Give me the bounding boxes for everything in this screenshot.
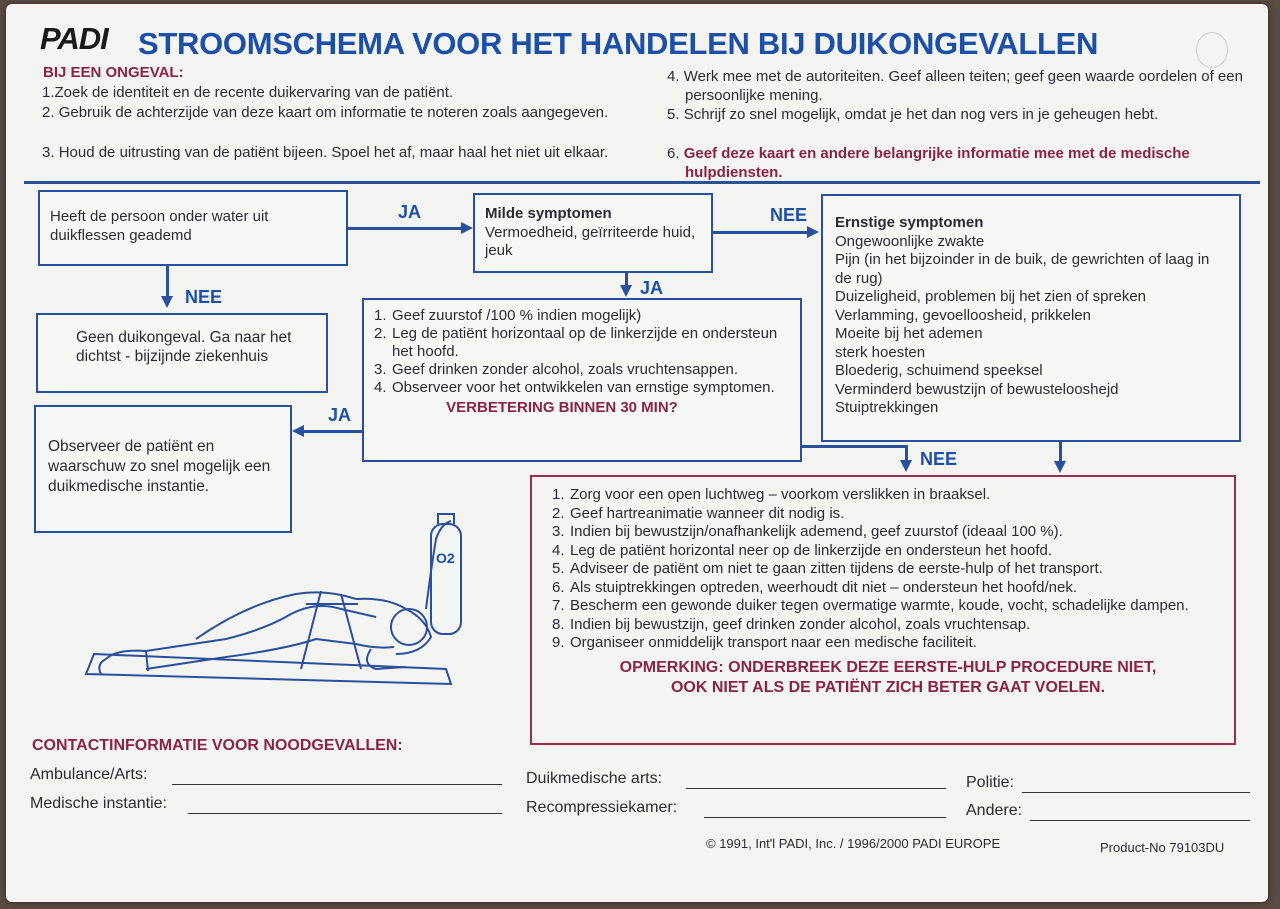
arrow-nee-1-head [807, 226, 819, 238]
mild-step-item: 1. Geef zuurstof /100 % indien mogelijk) [374, 307, 642, 324]
mild-steps-box [362, 298, 802, 462]
dive-doctor-label: Duikmedische arts: [526, 770, 663, 787]
arrow-ja-1 [348, 227, 463, 230]
arrow-nee-1 [713, 231, 809, 234]
intro-heading: BIJ EEN ONGEVAL: [43, 64, 184, 81]
label-ja-2: JA [640, 278, 664, 298]
strap-2 [341, 594, 361, 669]
oxygen-label: O2 [436, 550, 455, 566]
dive-doctor-field[interactable] [686, 788, 946, 789]
intro-item-4: 4. Werk mee met de autoriteiten. Geef alleen teiten; geef geen waarde oordelen of een persoonlijke mening. [667, 68, 1243, 104]
other-field[interactable] [1030, 820, 1250, 821]
severe-steps-list [552, 486, 1224, 653]
chamber-label: Recompressiekamer: [526, 799, 678, 816]
severe-step-item: 6. Als stuiptrekkingen optreden, weerhoudt dit niet – ondersteun het hoofd/nek. [552, 578, 1078, 596]
mild-step-item: 2. Leg de patiënt horizontaal op de linkerzijde en ondersteun het hoofd. [374, 325, 778, 360]
severe-symptoms-box: Ernstige symptomen Ongewoonlijke zwakte Pijn (in het bijzoinder in de buik, de gewrichten of laag in de rug) Duizeligheid, problemen bij het zien of spreken Verlamming, gevoelloosheid, prikkelen Moeite bij het ademen sterk hoesten Bloederig, schuimend speeksel Verminderd bewustzijn of bewustelooshejd Stuiptrekkingen [821, 194, 1241, 442]
severe-symptom-item: sterk hoesten [835, 343, 926, 361]
severe-symptom-item: Moeite bij het ademen [835, 325, 983, 342]
header-divider [24, 181, 1260, 184]
arrow-ja-1-head [461, 222, 473, 234]
mild-steps-list [374, 307, 790, 397]
page-title: STROOMSCHEMA VOOR HET HANDELEN BIJ DUIKONGEVALLEN [138, 26, 1099, 61]
police-label: Politie: [966, 774, 1015, 791]
improvement-question: VERBETERING BINNEN 30 MIN? [446, 399, 678, 416]
arrow-ja-3-head [292, 425, 304, 437]
strap-1 [301, 591, 321, 669]
mild-symptoms-box: Milde symptomen Vermoedheid, geïrriteerde huid, jeuk [473, 193, 713, 273]
arrow-nee-3-head [900, 460, 912, 472]
arrow-nee-3-down [905, 445, 908, 461]
arrow-severe-down [1059, 442, 1062, 462]
observe-box: Observeer de patiënt en waarschuw zo snel mogelijk een duikmedische instantie. [34, 405, 292, 533]
severe-symptom-item: Bloederig, schuimend speeksel [835, 362, 1043, 379]
contact-heading: CONTACTINFORMATIE VOOR NOODGEVALLEN: [32, 737, 403, 754]
severe-step-item: 5. Adviseer de patiënt om niet te gaan zitten tijdens de eerste-hulp of het transport. [552, 560, 1103, 577]
severe-symptom-item: Verminderd bewustzijn of bewustelooshejd [835, 380, 1119, 398]
severe-steps-box [530, 475, 1236, 745]
copyright: © 1991, Int'l PADI, Inc. / 1996/2000 PADI EUROPE [706, 836, 1001, 851]
ambulance-field[interactable] [172, 784, 502, 785]
intro-item-3: 3. Houd de uitrusting van de patiënt bijeen. Spoel het af, maar haal het niet uit elkaar. [42, 144, 609, 161]
severe-symptom-item: Ongewoonlijke zwakte [835, 232, 985, 250]
severe-symptom-item: Verlamming, gevoelloosheid, prikkelen [835, 306, 1091, 324]
mild-step-item: 3. Geef drinken zonder alcohol, zoals vruchtensappen. [374, 361, 739, 378]
label-nee-2: NEE [185, 287, 223, 307]
emergency-card [6, 4, 1268, 902]
ambulance-label: Ambulance/Arts: [30, 766, 148, 783]
start-question-box: Heeft de persoon onder water uit duikflessen geademd [38, 190, 348, 266]
label-nee-3: NEE [920, 449, 958, 469]
severe-symptom-item: Stuiptrekkingen [835, 399, 939, 416]
label-ja-3: JA [328, 405, 352, 425]
severe-step-item: 2. Geef hartreanimatie wanneer dit nodig is. [552, 504, 845, 522]
label-ja-1: JA [398, 202, 422, 222]
arrow-nee-2-head [161, 296, 173, 308]
other-label: Andere: [966, 802, 1023, 819]
note: OPMERKING: ONDERBREEK DEZE EERSTE-HULP PROCEDURE NIET, OOK NIET ALS DE PATIËNT ZICH BETER GAAT VOELEN. [619, 658, 1157, 696]
mild-step-item: 4. Observeer voor het ontwikkelen van ernstige symptomen. [374, 379, 775, 396]
severe-step-item: 9. Organiseer onmiddelijk transport naar een medische faciliteit. [552, 634, 977, 651]
intro-item-2: 2. Gebruik de achterzijde van deze kaart om informatie te noteren zoals aangegeven. [42, 104, 609, 121]
arrow-ja-3 [304, 430, 362, 433]
police-field[interactable] [1022, 792, 1250, 793]
severe-step-item: 7. Bescherm een gewonde duiker tegen overmatige warmte, koude, vocht, schadelijke dampen. [552, 597, 1189, 614]
recovery-position-illustration [76, 509, 466, 689]
intro-item-6: 6. Geef deze kaart en andere belangrijke informatie mee met de medische hulpdiensten. [667, 145, 1190, 181]
chamber-field[interactable] [704, 817, 946, 818]
punch-hole [1196, 32, 1228, 68]
label-nee-1: NEE [770, 205, 808, 225]
intro-item-5: 5. Schrijf zo snel mogelijk, omdat je het dan nog vers in je geheugen hebt. [667, 106, 1159, 123]
institution-field[interactable] [188, 813, 502, 814]
padi-logo: PADI [40, 21, 108, 56]
severe-step-item: 8. Indien bij bewustzijn, geef drinken zonder alcohol, zoals vruchtensap. [552, 615, 1031, 633]
arrow-severe-down-head [1054, 461, 1066, 473]
severe-step-item: 3. Indien bij bewustzijn/onafhankelijk ademend, geef zuurstof (ideaal 100 %). [552, 523, 1063, 540]
arrow-nee-2 [166, 266, 169, 296]
severe-symptom-item: Duizeligheid, problemen bij het zien of spreken [835, 288, 1147, 305]
arrow-ja-2 [625, 273, 628, 285]
product-number: Product-No 79103DU [1100, 840, 1225, 855]
arrow-nee-3 [802, 445, 908, 448]
severe-symptom-item: Pijn (in het bijzoinder in de buik, de gewrichten of laag in de rug) [835, 251, 1210, 287]
no-accident-box: Geen duikongeval. Ga naar het dichtst - bijzijnde ziekenhuis [36, 313, 328, 393]
institution-label: Medische instantie: [30, 795, 167, 812]
severe-step-item: 4. Leg de patiënt horizontal neer op de linkerzijde en ondersteun het hoofd. [552, 541, 1053, 559]
intro-item-1: 1.Zoek de identiteit en de recente duikervaring van de patiënt. [42, 84, 454, 101]
mat [86, 654, 451, 684]
arrow-ja-2-head [620, 285, 632, 297]
severe-symptoms-list [835, 233, 1227, 418]
severe-step-item: 1. Zorg voor een open luchtweg – voorkom verslikken in braaksel. [552, 486, 991, 503]
